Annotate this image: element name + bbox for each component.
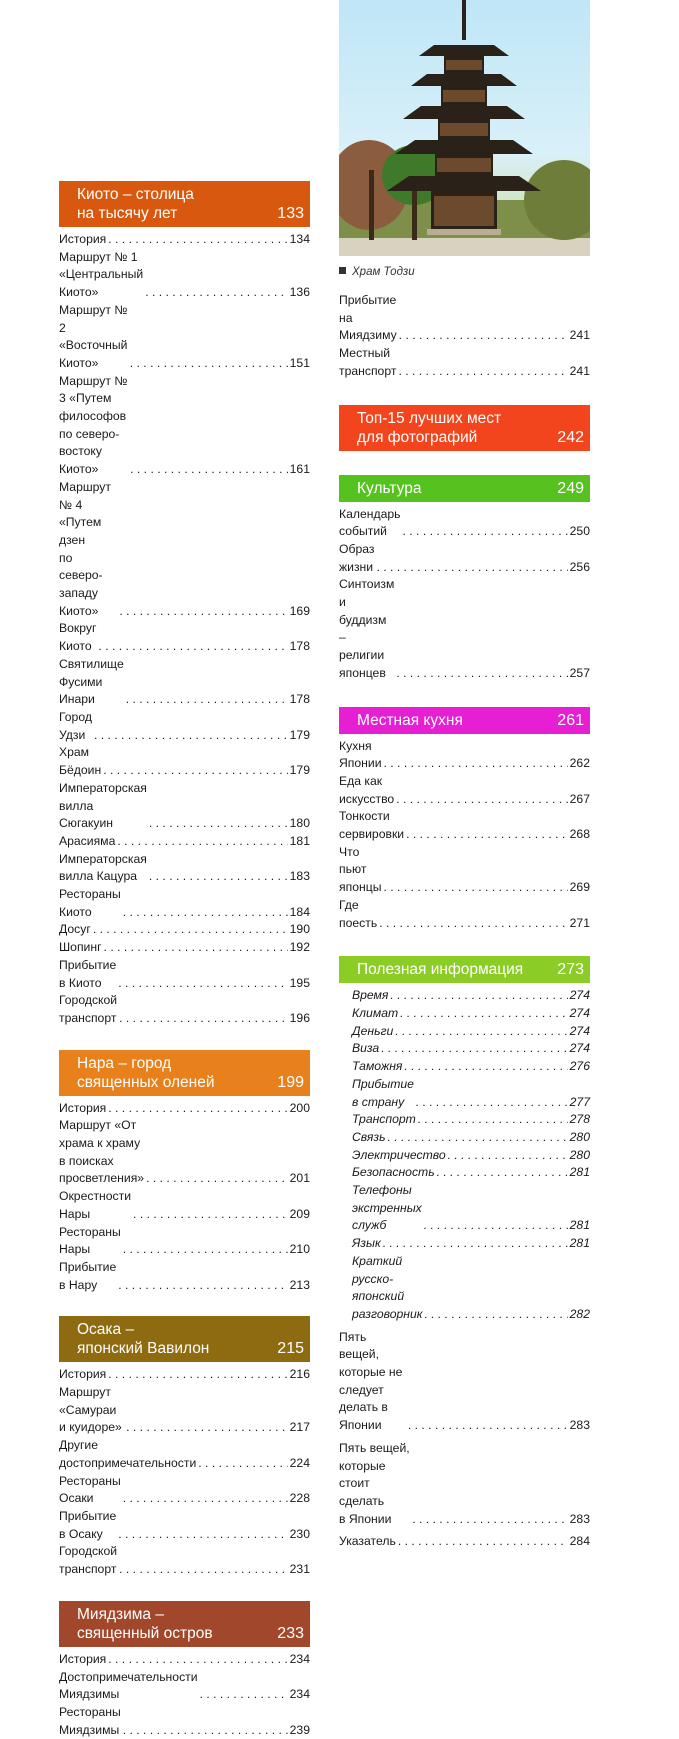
toc-entry-page: 179 bbox=[289, 727, 310, 742]
section-title: Миядзима – священный остров bbox=[77, 1605, 213, 1642]
right-column bbox=[339, 0, 590, 1551]
toc-entry-title: Святилище Фусими Инари bbox=[59, 656, 124, 707]
leader-dots bbox=[119, 1561, 288, 1579]
toc-entry[interactable] bbox=[59, 833, 310, 851]
toc-entry[interactable] bbox=[339, 773, 590, 808]
toc-entry-title: Окрестности Нары bbox=[59, 1189, 132, 1221]
leader-dots bbox=[118, 1277, 287, 1295]
toc-entry-page: 281 bbox=[569, 1218, 590, 1233]
toc-entry-page: 224 bbox=[289, 1455, 310, 1470]
toc-entry-page: 178 bbox=[289, 639, 310, 654]
leader-dots bbox=[103, 762, 287, 780]
toc-entry-title: Где поесть bbox=[339, 897, 378, 930]
toc-entry-page: 230 bbox=[289, 1526, 310, 1541]
section-header[interactable] bbox=[59, 1050, 310, 1096]
toc-entry-page: 134 bbox=[289, 232, 310, 246]
leader-dots bbox=[130, 461, 288, 479]
toc-entry[interactable] bbox=[339, 345, 590, 380]
toc-entry[interactable] bbox=[339, 808, 590, 843]
toc-entry-title: Достопримечательности Миядзимы bbox=[59, 1669, 198, 1702]
leader-dots bbox=[399, 327, 568, 345]
section-entries bbox=[339, 738, 590, 933]
toc-entry-page: 216 bbox=[289, 1367, 310, 1382]
toc-entry[interactable] bbox=[339, 1329, 590, 1435]
toc-entry[interactable] bbox=[59, 1366, 310, 1384]
toc-entry-title: Маршрут «Самураи и куидоре» bbox=[59, 1385, 122, 1435]
toc-entry[interactable] bbox=[59, 231, 310, 249]
toc-entry-title: Виза bbox=[352, 1041, 380, 1056]
toc-entry[interactable] bbox=[59, 1100, 310, 1118]
toc-entry-page: 274 bbox=[569, 1005, 590, 1020]
toc-entry-page: 195 bbox=[289, 975, 310, 990]
leader-dots bbox=[94, 727, 288, 745]
toc-entry-page: 280 bbox=[569, 1147, 590, 1162]
leader-dots bbox=[379, 915, 567, 933]
toc-entry-title: Императорская вилла Кацура bbox=[59, 851, 147, 884]
toc-entry[interactable] bbox=[59, 373, 310, 479]
toc-entry[interactable] bbox=[339, 1253, 590, 1324]
toc-entry-title: Арасияма bbox=[59, 833, 116, 848]
toc-entry-page: 256 bbox=[569, 559, 590, 574]
leader-dots bbox=[108, 1100, 287, 1118]
section-entries bbox=[59, 1651, 310, 1739]
toc-entry-title: Образ жизни bbox=[339, 541, 375, 574]
toc-entry-title: Прибытие в Киото bbox=[59, 957, 117, 990]
toc-entry-page: 281 bbox=[569, 1165, 590, 1180]
section-header[interactable] bbox=[59, 181, 310, 227]
toc-entry-title: Прибытие в Осаку bbox=[59, 1509, 117, 1541]
leader-dots bbox=[403, 523, 568, 541]
toc-entry-title: Краткий русско-японский разговорник bbox=[352, 1253, 423, 1321]
leader-dots bbox=[448, 1147, 568, 1165]
section-header[interactable] bbox=[59, 1601, 310, 1647]
section-header[interactable] bbox=[59, 1316, 310, 1362]
toc-entry-page: 209 bbox=[289, 1206, 310, 1221]
toc-entry[interactable] bbox=[339, 1005, 590, 1023]
leader-dots bbox=[98, 638, 287, 656]
toc-entry-page: 276 bbox=[569, 1059, 590, 1074]
toc-entry-page: 283 bbox=[569, 1511, 590, 1526]
toc-entry-page: 201 bbox=[289, 1171, 310, 1186]
toc-entry-page: 234 bbox=[289, 1687, 310, 1702]
toc-entry-page: 274 bbox=[569, 1041, 590, 1056]
toc-entry[interactable] bbox=[339, 1058, 590, 1076]
toc-entry[interactable] bbox=[59, 921, 310, 939]
leader-dots bbox=[400, 1005, 568, 1023]
toc-entry-title: Рестораны Осаки bbox=[59, 1473, 121, 1506]
leader-dots bbox=[123, 904, 288, 922]
leader-dots bbox=[412, 1511, 567, 1529]
leader-dots bbox=[396, 665, 567, 683]
toc-entry-title: Таможня bbox=[352, 1059, 403, 1074]
toc-entry[interactable] bbox=[59, 886, 310, 921]
toc-entry[interactable] bbox=[339, 1533, 590, 1551]
toc-entry-page: 284 bbox=[569, 1534, 590, 1549]
toc-entry[interactable] bbox=[339, 1076, 590, 1111]
toc-entry-page: 239 bbox=[289, 1722, 310, 1737]
toc-entry[interactable] bbox=[59, 957, 310, 992]
toc-entry[interactable] bbox=[59, 1543, 310, 1578]
toc-entry[interactable] bbox=[59, 992, 310, 1027]
toc-entry-page: 274 bbox=[569, 988, 590, 1003]
toc-entry-title: Маршрут № 2 «Восточный Киото» bbox=[59, 302, 128, 370]
toc-entry-title: Прибытие в страну bbox=[352, 1076, 414, 1109]
toc-entry-page: 234 bbox=[289, 1651, 310, 1666]
toc-entry-title: Пять вещей, которые не следует делать в Японии bbox=[339, 1329, 403, 1433]
toc-entry[interactable] bbox=[339, 987, 590, 1005]
photo-caption: Храм Тодзи bbox=[339, 266, 590, 278]
section-title: Осака – японский Вавилон bbox=[77, 1321, 210, 1358]
toc-entry[interactable] bbox=[339, 844, 590, 897]
section-header[interactable] bbox=[339, 475, 590, 502]
section-title: Топ-15 лучших мест для фотографий bbox=[357, 409, 502, 446]
toc-entry[interactable] bbox=[339, 1040, 590, 1058]
toc-entry-title: Досуг bbox=[59, 922, 91, 937]
leader-dots bbox=[126, 1419, 288, 1437]
leader-dots bbox=[408, 1417, 568, 1435]
leader-dots bbox=[404, 1058, 567, 1076]
section-title: Культура bbox=[357, 479, 422, 497]
section-title: Полезная информация bbox=[357, 961, 524, 979]
section-page: 215 bbox=[277, 1340, 304, 1358]
toc-entry[interactable] bbox=[59, 249, 310, 302]
toc-entry-page: 196 bbox=[289, 1010, 310, 1025]
toc-entry-page: 178 bbox=[289, 692, 310, 707]
toc-entry-page: 151 bbox=[289, 355, 310, 370]
leader-dots bbox=[133, 1206, 288, 1224]
section-page: 133 bbox=[277, 205, 304, 222]
pagoda-photo bbox=[339, 0, 590, 256]
toc-entry[interactable] bbox=[339, 506, 590, 541]
toc-entry[interactable] bbox=[339, 1111, 590, 1129]
toc-entry-title: Прибытие в Нару bbox=[59, 1259, 117, 1292]
toc-entry-title: Календарь событий bbox=[339, 506, 401, 539]
toc-entry-page: 181 bbox=[289, 833, 310, 848]
toc-entry-page: 268 bbox=[569, 827, 590, 842]
toc-entry-title: История bbox=[59, 232, 107, 246]
toc-entry[interactable] bbox=[339, 1440, 590, 1529]
toc-entry-page: 274 bbox=[569, 1023, 590, 1038]
toc-entry-title: Кухня Японии bbox=[339, 738, 382, 771]
toc-entry-title: Рестораны Нары bbox=[59, 1224, 121, 1257]
toc-entry-title: Рестораны Киото bbox=[59, 887, 121, 919]
leader-dots bbox=[418, 1111, 568, 1129]
leader-dots bbox=[104, 939, 288, 957]
leader-dots bbox=[117, 833, 287, 851]
toc-entry-title: Что пьют японцы bbox=[339, 844, 382, 895]
toc-entry-page: 280 bbox=[569, 1129, 590, 1144]
toc-entry-page: 267 bbox=[569, 791, 590, 806]
toc-entry-title: Пять вещей, которые стоит сделать в Японии bbox=[339, 1440, 410, 1526]
toc-entry-title: Прибытие на Миядзиму bbox=[339, 293, 397, 343]
toc-entry[interactable] bbox=[59, 1224, 310, 1259]
toc-entry-title: Храм Бёдоин bbox=[59, 745, 102, 778]
toc-entry-page: 282 bbox=[569, 1306, 590, 1321]
leader-dots bbox=[416, 1094, 568, 1112]
leader-dots bbox=[93, 921, 288, 939]
leader-dots bbox=[424, 1306, 567, 1324]
toc-entry-title: Транспорт bbox=[352, 1112, 416, 1127]
section-entries bbox=[59, 231, 310, 1028]
toc-entry[interactable] bbox=[59, 1437, 310, 1472]
toc-entry-page: 192 bbox=[289, 940, 310, 955]
toc-entry-page: 277 bbox=[569, 1094, 590, 1109]
leader-dots bbox=[200, 1686, 288, 1704]
toc-entry[interactable] bbox=[339, 897, 590, 932]
toc-entry-title: Синтоизм и буддизм – религии японцев bbox=[339, 577, 395, 680]
toc-entry-title: Язык bbox=[352, 1236, 381, 1251]
toc-entry-page: 179 bbox=[289, 763, 310, 778]
leader-dots bbox=[384, 755, 568, 773]
leader-dots bbox=[381, 1040, 567, 1058]
toc-entry-title: Городской транспорт bbox=[59, 1544, 118, 1577]
leader-dots bbox=[123, 1490, 288, 1508]
section-page: 242 bbox=[557, 428, 584, 446]
toc-entry[interactable] bbox=[339, 1129, 590, 1147]
leader-dots bbox=[437, 1164, 568, 1182]
leader-dots bbox=[149, 868, 288, 886]
section-page: 199 bbox=[277, 1073, 304, 1091]
toc-entry-title: Указатель bbox=[339, 1534, 396, 1549]
leader-dots bbox=[390, 987, 567, 1005]
leader-dots bbox=[383, 879, 567, 897]
toc-entry-page: 241 bbox=[569, 363, 590, 378]
toc-entry-title: Город Удзи bbox=[59, 709, 92, 742]
leader-dots bbox=[395, 1023, 567, 1041]
section-entries bbox=[59, 1100, 310, 1295]
toc-entry-title: История bbox=[59, 1100, 107, 1115]
toc-entry-page: 241 bbox=[569, 328, 590, 343]
toc-entry-page: 183 bbox=[289, 869, 310, 884]
toc-entry-page: 271 bbox=[569, 915, 590, 930]
toc-entry[interactable] bbox=[59, 1669, 310, 1704]
intro-entries bbox=[339, 292, 590, 381]
toc-entry[interactable] bbox=[59, 709, 310, 744]
pagoda-illustration bbox=[339, 0, 590, 256]
section-title: Местная кухня bbox=[357, 711, 463, 729]
toc-entry-page: 200 bbox=[289, 1100, 310, 1115]
section-entries bbox=[339, 506, 590, 683]
toc-entry-title: Время bbox=[352, 988, 389, 1003]
toc-entry[interactable] bbox=[59, 851, 310, 886]
toc-entry[interactable] bbox=[59, 1117, 310, 1188]
toc-entry-page: 250 bbox=[569, 524, 590, 539]
toc-entry-title: Телефоны экстренных служб bbox=[352, 1183, 422, 1233]
leader-dots bbox=[108, 1366, 287, 1384]
section-header[interactable] bbox=[339, 956, 590, 983]
toc-entry-page: 213 bbox=[289, 1277, 310, 1292]
section-page: 249 bbox=[557, 479, 584, 497]
leader-dots bbox=[383, 1235, 568, 1253]
toc-entry[interactable] bbox=[59, 656, 310, 709]
section-header[interactable] bbox=[339, 405, 590, 451]
left-column bbox=[59, 181, 310, 1739]
toc-entry[interactable] bbox=[59, 620, 310, 655]
leader-dots bbox=[118, 975, 287, 993]
toc-entry[interactable] bbox=[339, 1023, 590, 1041]
leader-dots bbox=[108, 231, 287, 249]
section-page: 233 bbox=[277, 1624, 304, 1642]
toc-entry-page: 210 bbox=[289, 1242, 310, 1257]
section-page: 261 bbox=[557, 711, 584, 729]
section-header[interactable] bbox=[339, 707, 590, 734]
toc-entry[interactable] bbox=[59, 1508, 310, 1543]
toc-entry-title: Императорская вилла Сюгакуин bbox=[59, 780, 147, 831]
leader-dots bbox=[108, 1651, 287, 1669]
toc-entry-title: Другие достопримечательности bbox=[59, 1438, 197, 1470]
toc-entry-page: 281 bbox=[569, 1236, 590, 1251]
toc-entry[interactable] bbox=[339, 292, 590, 345]
leader-dots bbox=[123, 1241, 288, 1259]
toc-entry[interactable] bbox=[339, 1182, 590, 1235]
toc-entry[interactable] bbox=[59, 1704, 310, 1739]
toc-entry[interactable] bbox=[59, 1651, 310, 1669]
toc-entry[interactable] bbox=[59, 744, 310, 779]
toc-entry[interactable] bbox=[59, 1188, 310, 1223]
toc-entry-title: Тонкости сервировки bbox=[339, 809, 405, 842]
toc-entry-title: Маршрут № 3 «Путем философов по северо-востоку Киото» bbox=[59, 373, 128, 477]
leader-dots bbox=[198, 1455, 287, 1473]
toc-entry-title: Еда как искусство bbox=[339, 773, 395, 806]
toc-entry-title: Вокруг Киото bbox=[59, 621, 97, 654]
toc-entry-title: История bbox=[59, 1651, 107, 1666]
toc-entry[interactable] bbox=[339, 1235, 590, 1253]
toc-entry-page: 257 bbox=[569, 665, 590, 680]
toc-entry-title: Связь bbox=[352, 1129, 386, 1144]
leader-dots bbox=[126, 691, 288, 709]
leader-dots bbox=[387, 1129, 567, 1147]
toc-entry-page: 231 bbox=[289, 1562, 310, 1577]
toc-entry[interactable] bbox=[59, 939, 310, 957]
toc-entry[interactable] bbox=[339, 576, 590, 682]
toc-entry[interactable] bbox=[339, 1164, 590, 1182]
leader-dots bbox=[149, 815, 288, 833]
toc-entry-page: 228 bbox=[289, 1491, 310, 1506]
section-title: Нара – город священных оленей bbox=[77, 1054, 215, 1091]
leader-dots bbox=[398, 363, 567, 381]
right-toc bbox=[339, 292, 590, 1551]
leader-dots bbox=[398, 1533, 568, 1551]
toc-entry-page: 278 bbox=[569, 1112, 590, 1127]
leader-dots bbox=[118, 1526, 287, 1544]
section-page: 273 bbox=[557, 961, 584, 979]
toc-entry-page: 184 bbox=[289, 904, 310, 919]
toc-entry-title: Маршрут № 4 «Путем дзен по северо-западу Киото» bbox=[59, 479, 111, 618]
toc-entry[interactable] bbox=[59, 780, 310, 833]
toc-entry-title: Местный транспорт bbox=[339, 346, 397, 378]
toc-entry[interactable] bbox=[339, 738, 590, 773]
toc-entry-page: 262 bbox=[569, 756, 590, 771]
leader-dots bbox=[123, 1722, 288, 1739]
toc-entry-page: 169 bbox=[289, 603, 310, 618]
toc-entry-title: Электричество bbox=[352, 1147, 446, 1162]
toc-entry[interactable] bbox=[59, 1259, 310, 1294]
toc-entry-title: Климат bbox=[352, 1005, 399, 1020]
leader-dots bbox=[145, 284, 287, 302]
leader-dots bbox=[130, 355, 288, 373]
toc-entry-title: Городской транспорт bbox=[59, 993, 118, 1025]
section-entries bbox=[339, 987, 590, 1551]
toc-entry-title: Маршрут № 1 «Центральный Киото» bbox=[59, 249, 144, 300]
leader-dots bbox=[396, 791, 567, 809]
toc-entry-title: Маршрут «От храма к храму в поисках просветления» bbox=[59, 1118, 145, 1186]
toc-entry-title: История bbox=[59, 1367, 107, 1382]
toc-entry-page: 180 bbox=[289, 816, 310, 831]
leader-dots bbox=[119, 1010, 288, 1028]
toc-entry-page: 190 bbox=[289, 922, 310, 937]
toc-entry-page: 283 bbox=[569, 1418, 590, 1433]
toc-entry[interactable] bbox=[59, 479, 310, 621]
toc-entry-page: 217 bbox=[289, 1420, 310, 1435]
toc-entry-title: Рестораны Миядзимы bbox=[59, 1704, 121, 1737]
toc-entry[interactable] bbox=[59, 1473, 310, 1508]
toc-entry[interactable] bbox=[59, 1384, 310, 1437]
leader-dots bbox=[119, 603, 287, 621]
leader-dots bbox=[146, 1170, 288, 1188]
toc-entry-title: Шопинг bbox=[59, 940, 102, 955]
toc-entry-page: 136 bbox=[289, 285, 310, 300]
section-entries bbox=[59, 1366, 310, 1578]
section-title: Киото – столица на тысячу лет bbox=[77, 186, 194, 222]
leader-dots bbox=[424, 1217, 568, 1235]
leader-dots bbox=[376, 559, 567, 577]
toc-entry-title: Деньги bbox=[352, 1023, 394, 1038]
toc-entry[interactable] bbox=[339, 541, 590, 576]
toc-entry-title: Безопасность bbox=[352, 1165, 435, 1180]
toc-entry[interactable] bbox=[339, 1147, 590, 1165]
toc-entry-page: 161 bbox=[289, 462, 310, 477]
toc-entry[interactable] bbox=[59, 302, 310, 373]
leader-dots bbox=[406, 826, 568, 844]
toc-entry-page: 269 bbox=[569, 880, 590, 895]
